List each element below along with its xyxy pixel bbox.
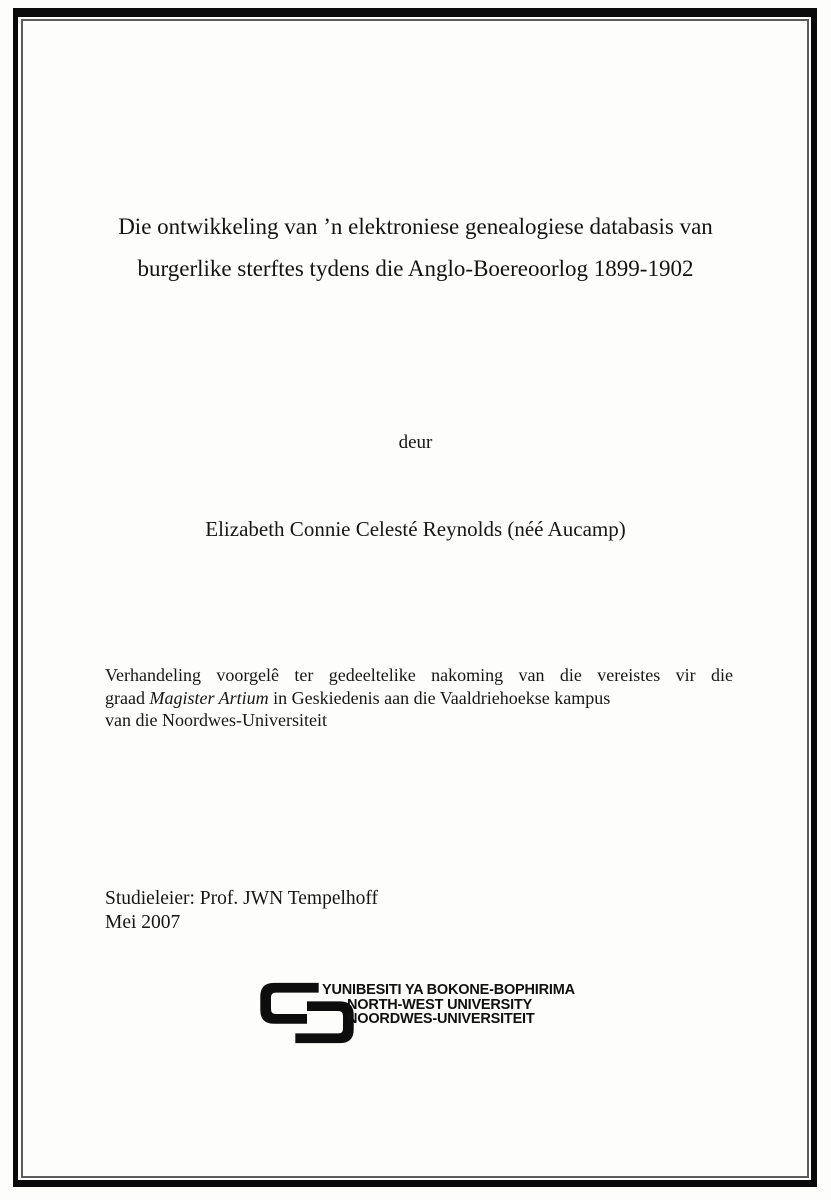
submission-line-2 — [105, 687, 733, 710]
logo-name-setswana: YUNIBESITI YA BOKONE-BOPHIRIMA — [322, 982, 575, 998]
submission-line-3: van die Noordwes-Universiteit — [105, 710, 327, 730]
logo-name-afrikaans: NOORDWES-UNIVERSITEIT — [347, 1011, 535, 1027]
submission-line-1: Verhandeling voorgelê ter gedeeltelike nakoming van die vereistes vir die — [105, 665, 733, 685]
logo-name-english: NORTH-WEST UNIVERSITY — [347, 996, 533, 1013]
submission-statement — [105, 664, 733, 732]
university-logo — [258, 976, 598, 1054]
byline-deur: deur — [398, 432, 433, 453]
thesis-title-line-2: burgerlike sterftes tydens die Anglo-Boereoorlog 1899-1902 — [137, 256, 694, 281]
degree-name: Magister Artium — [149, 687, 269, 708]
author-name: Elizabeth Connie Celesté Reynolds (néé Aucamp) — [205, 517, 626, 541]
thesis-title — [50, 206, 781, 290]
date-line: Mei 2007 — [105, 912, 181, 933]
supervisor-line: Studieleier: Prof. JWN Tempelhoff — [105, 888, 379, 909]
submission-line-2-prefix: graad — [105, 687, 150, 708]
submission-line-2-suffix: in Geskiedenis aan die Vaaldriehoekse kampus — [268, 687, 611, 708]
thesis-title-line-1: Die ontwikkeling van ’n elektroniese genealogiese databasis van — [118, 214, 713, 239]
